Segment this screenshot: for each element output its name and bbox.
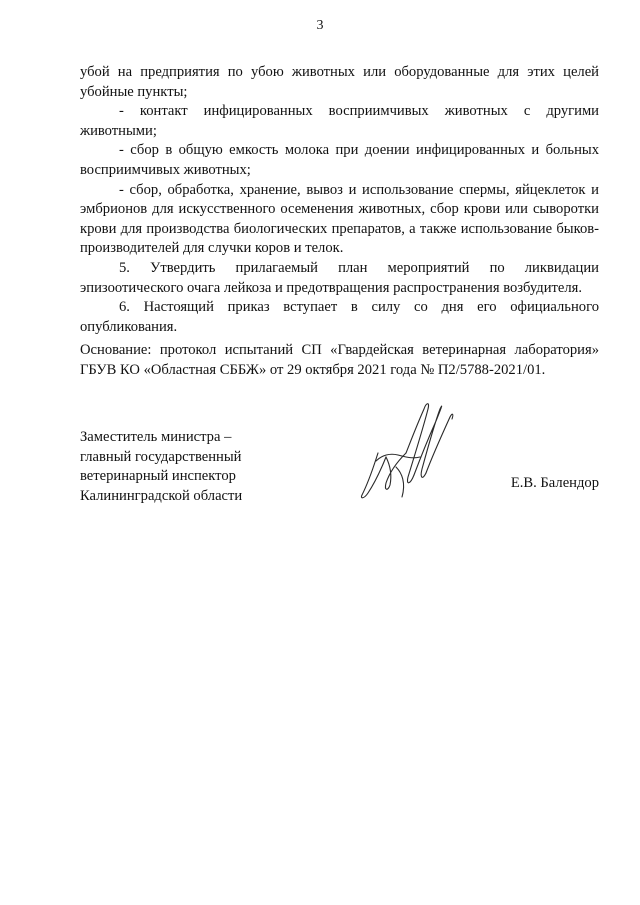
signer-name: Е.В. Балендор (510, 475, 599, 491)
handwritten-signature (340, 395, 470, 515)
paragraph-slaughter: убой на предприятия по убою животных или оборудованные для этих целей убойные пункты; (80, 64, 599, 100)
paragraph-milk: - сбор в общую емкость молока при доении инфицированных и больных восприимчивых животных; (80, 142, 599, 178)
paragraph-item-6: 6. Настоящий приказ вступает в силу со дня его официального опубликования. (80, 299, 599, 335)
signer-title-line: Заместитель министра – (80, 429, 232, 445)
signer-title-line: ветеринарный инспектор (80, 468, 236, 484)
signer-title (80, 428, 300, 506)
signer-title-line: Калининградской области (80, 487, 243, 504)
signer-title-line: главный государственный (80, 448, 242, 465)
paragraph-semen: - сбор, обработка, хранение, вывоз и использование спермы, яйцеклеток и эмбрионов для искусственного осеменения животных, сбор крови или сыворотки крови для производства биологических препаратов, а также использование быков-производителей для случки коров и телок. (80, 181, 599, 257)
page-number: 3 (316, 18, 324, 33)
paragraph-item-5: 5. Утвердить прилагаемый план мероприятий по ликвидации эпизоотического очага лейкоза и предотвращения распространения возбудителя. (80, 259, 599, 296)
basis-paragraph: Основание: протокол испытаний СП «Гвардейская ветеринарная лаборатория» ГБУВ КО «Областная СББЖ» от 29 октября 2021 года № П2/5788-2021/01. (80, 342, 599, 378)
paragraph-contact: - контакт инфицированных восприимчивых животных с другими животными; (80, 103, 599, 139)
document-body (80, 63, 599, 337)
